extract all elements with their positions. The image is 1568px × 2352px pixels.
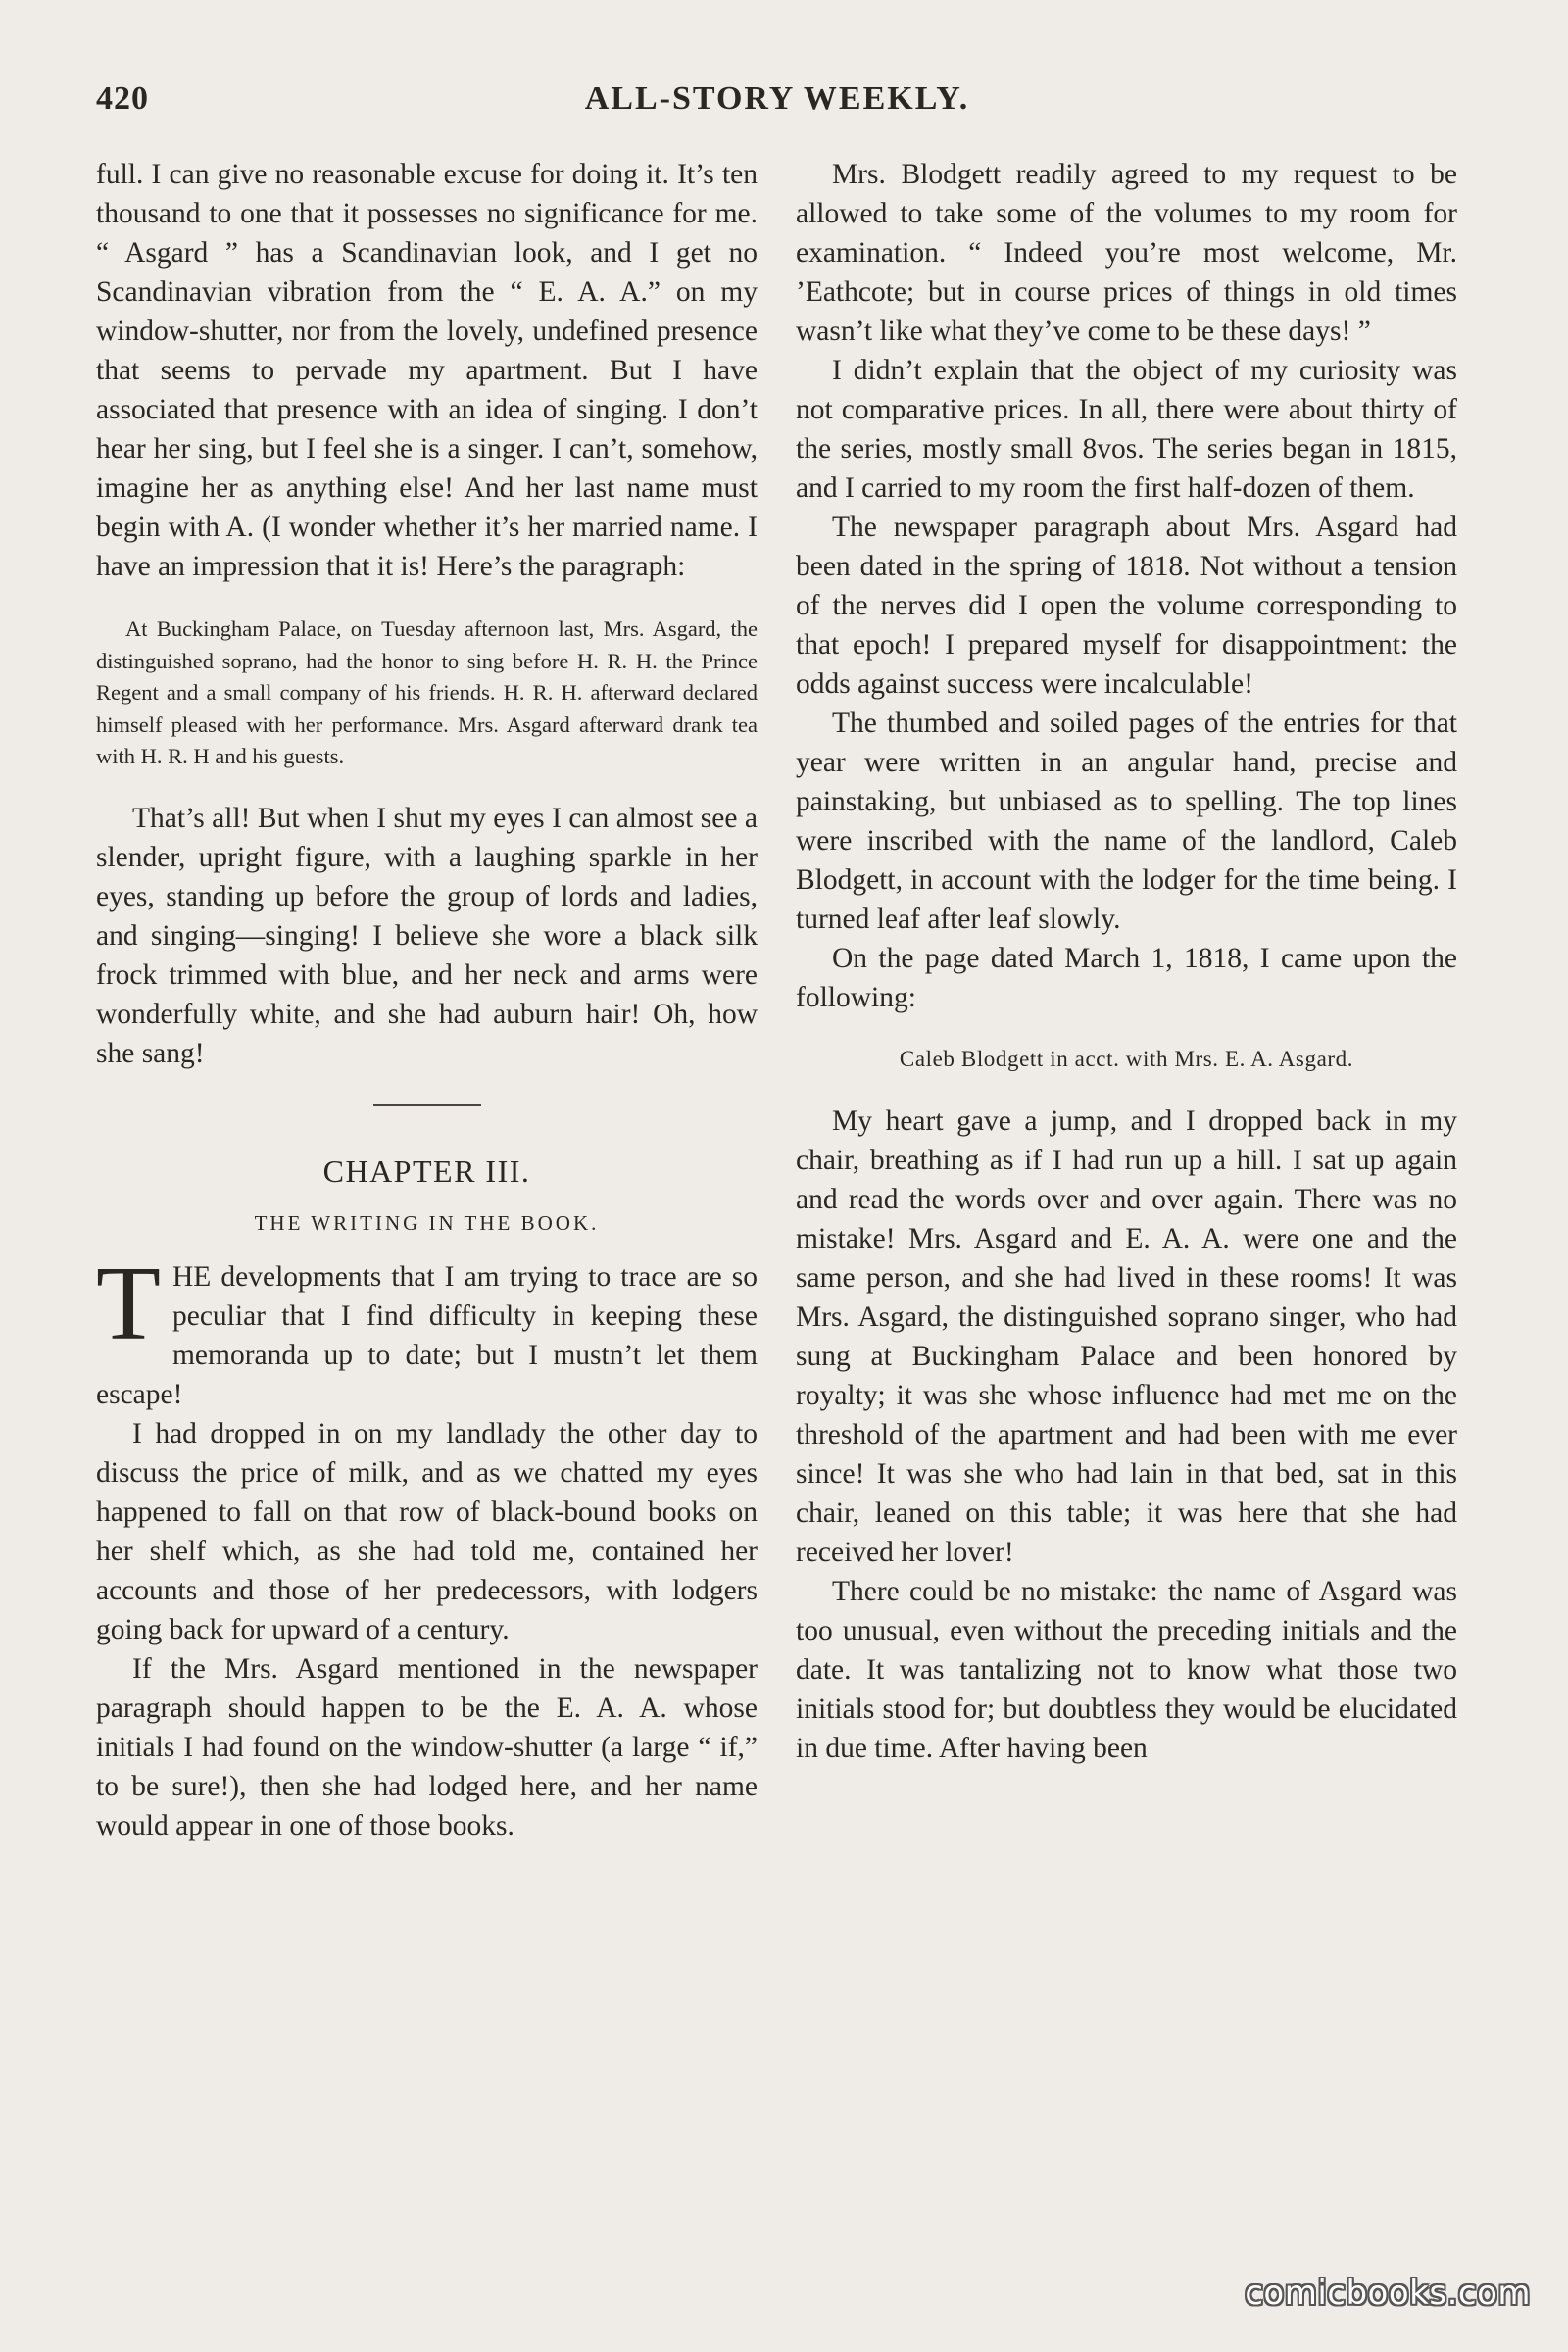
chapter-subtitle: THE WRITING IN THE BOOK.: [254, 1210, 600, 1235]
quote-text: At Buckingham Palace, on Tuesday afternoon last, Mrs. Asgard, the distinguished soprano, had the honor to sing before H. R. H. the Prince Regent and a small company of his friends. H. R. H. afterward declared himself pleased with her performance. Mrs. Asgard afterward drank tea with H. R. H and his guests.: [96, 616, 758, 768]
paragraph: There could be no mistake: the name of Asgard was too unusual, even without the preceding initials and the date. It was tantalizing not to know what those two initials stood for; but doubtless they would be elucidated in due time. After having been: [796, 1576, 1457, 1764]
chapter-heading: CHAPTER III.: [322, 1152, 531, 1189]
drop-cap: T: [96, 1245, 161, 1362]
paragraph: If the Mrs. Asgard mentioned in the newspaper paragraph should happen to be the E. A. A. whose initials I had found on the window-shutter (a large “ if,” to be sure!), then she had lodged here, and her name would appear in one of those books.: [96, 1652, 758, 1841]
page-header: [96, 80, 1458, 129]
site-watermark: comicbooks.com: [1245, 2274, 1531, 2313]
paragraph: The thumbed and soiled pages of the entries for that year were written in an angular hand, precise and painstaking, but unbiased as to spelling. The top lines were inscribed with the name of the landlord, Caleb Blodgett, in account with the lodger for the time being. I turned leaf after leaf slowly.: [796, 708, 1457, 935]
right-column: [796, 155, 1457, 1768]
paragraph: That’s all! But when I shut my eyes I can almost see a slender, upright figure, with a laughing sparkle in her eyes, standing up before the group of lords and ladies, and singing—singing! I believe she wore a black silk frock trimmed with blue, and her neck and arms were wonderfully white, and she had auburn hair! Oh, how she sang!: [96, 802, 758, 1069]
paragraph: I didn’t explain that the object of my curiosity was not comparative prices. In all, there were about thirty of the series, mostly small 8vos. The series began in 1815, and I carried to my room the first half-dozen of them.: [796, 355, 1457, 504]
opening-paragraph-text: HE developments that I am trying to trace are so peculiar that I find difficulty in keeping these memoranda up to date; but I mustn’t let them escape!: [96, 1260, 758, 1410]
paragraph: The newspaper paragraph about Mrs. Asgard had been dated in the spring of 1818. Not without a tension of the nerves did I open the volume corresponding to that epoch! I prepared myself for disappointment: the odds against success were incalculable!: [796, 512, 1457, 700]
running-title: ALL-STORY WEEKLY.: [584, 80, 970, 117]
paragraph: My heart gave a jump, and I dropped back in my chair, breathing as if I had run up a hill. I sat up again and read the words over and over again. There was no mistake! Mrs. Asgard and E. A. A. were one and the same person, and she had lived in these rooms! It was Mrs. Asgard, the distinguished soprano singer, who had sung at Buckingham Palace and been honored by royalty; it was she whose influence had met me on the threshold of the apartment and had been with me ever since! It was she who had lain in that bed, sat in this chair, leaned on this table; it was here that she had received her lover!: [796, 1105, 1457, 1568]
paragraph: On the page dated March 1, 1818, I came upon the following:: [796, 943, 1457, 1013]
section-divider: [373, 1104, 481, 1106]
ledger-entry: Caleb Blodgett in acct. with Mrs. E. A. Asgard.: [899, 1047, 1354, 1071]
left-column: [96, 155, 758, 1845]
paragraph: full. I can give no reasonable excuse for doing it. It’s ten thousand to one that it possesses no significance for me. “ Asgard ” has a Scandinavian look, and I get no Scandinavian vibration from the “ E. A. A.” on my window-shutter, nor from the lovely, undefined presence that seems to pervade my apartment. But I have associated that presence with an idea of singing. I don’t hear her sing, but I feel she is a singer. I can’t, somehow, imagine her as anything else! And her last name must begin with A. (I wonder whether it’s her married name. I have an impression that it is! Here’s the paragraph:: [96, 159, 758, 582]
paragraph: Mrs. Blodgett readily agreed to my request to be allowed to take some of the volumes to my room for examination. “ Indeed you’re most welcome, Mr. ’Eathcote; but in course prices of things in old times wasn’t like what they’ve come to be these days! ”: [796, 159, 1457, 347]
page-number: 420: [96, 80, 149, 117]
opening-paragraph: [96, 1245, 758, 1414]
paragraph: I had dropped in on my landlady the other day to discuss the price of milk, and as we chatted my eyes happened to fall on that row of black-bound books on her shelf which, as she had told me, contained her accounts and those of her predecessors, with lodgers going back for upward of a century.: [96, 1417, 758, 1645]
newspaper-quote: [96, 613, 758, 773]
